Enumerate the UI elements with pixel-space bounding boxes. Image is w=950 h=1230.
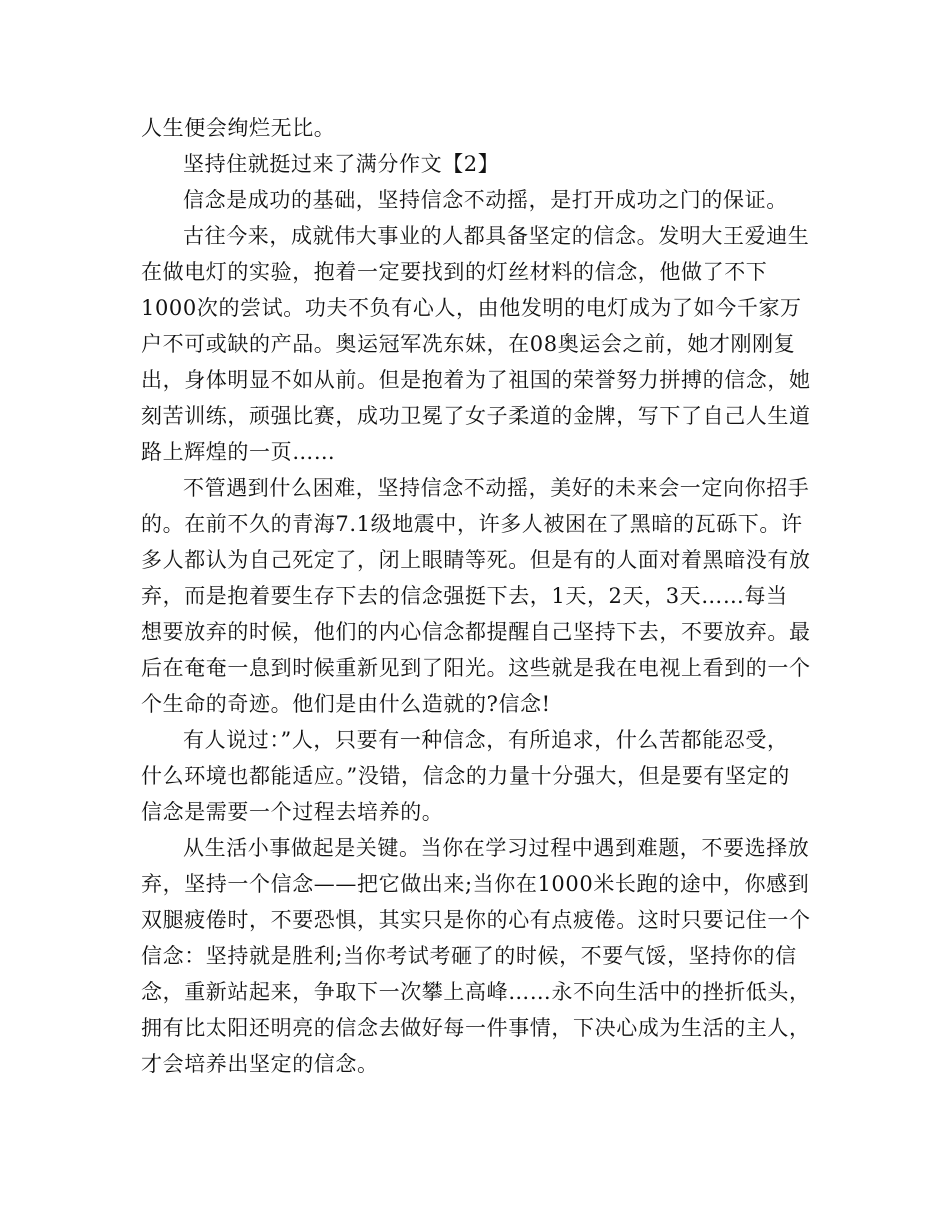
text-line: 信念：坚持就是胜利;当你考试考砸了的时候，不要气馁，坚持你的信 [141, 944, 797, 968]
text-line: 多人都认为自己死定了，闭上眼睛等死。但是有的人面对着黑暗没有放 [141, 548, 811, 572]
text-line: 出，身体明显不如从前。但是抱着为了祖国的荣誉努力拼搏的信念，她 [141, 368, 811, 392]
text-line: 念，重新站起来，争取下一次攀上高峰……永不向生活中的挫折低头， [141, 980, 811, 1004]
section-heading: 坚持住就挺过来了满分作文【2】 [183, 152, 500, 176]
text-line: 户不可或缺的产品。奥运冠军冼东妹，在08奥运会之前，她才刚刚复 [141, 332, 796, 356]
text-line: 路上辉煌的一页…… [141, 440, 336, 464]
text-line: 刻苦训练，顽强比赛，成功卫冕了女子柔道的金牌，写下了自己人生道 [141, 404, 811, 428]
text-line: 弃，而是抱着要生存下去的信念强挺下去，1天，2天，3天……每当 [141, 584, 788, 608]
text-line: 不管遇到什么困难，坚持信念不动摇，美好的未来会一定向你招手 [183, 476, 810, 500]
text-line: 信念是成功的基础，坚持信念不动摇，是打开成功之门的保证。 [183, 188, 788, 212]
text-line: 后在奄奄一息到时候重新见到了阳光。这些就是我在电视上看到的一个 [141, 656, 811, 680]
text-line: 信念是需要一个过程去培养的。 [141, 800, 444, 824]
text-line: 有人说过：”人，只要有一种信念，有所追求，什么苦都能忍受， [183, 728, 789, 752]
text-line: 古往今来，成就伟大事业的人都具备坚定的信念。发明大王爱迪生 [183, 224, 810, 248]
text-line: 1000次的尝试。功夫不负有心人，由他发明的电灯成为了如今千家万 [141, 296, 802, 320]
text-line: 什么环境也都能适应。”没错，信念的力量十分强大，但是要有坚定的 [141, 764, 790, 788]
text-line: 的。在前不久的青海7.1级地震中，许多人被困在了黑暗的瓦砾下。许 [141, 512, 803, 536]
text-line: 想要放弃的时候，他们的内心信念都提醒自己坚持下去，不要放弃。最 [141, 620, 811, 644]
text-line: 拥有比太阳还明亮的信念去做好每一件事情，下决心成为生活的主人， [141, 1016, 811, 1040]
text-line: 在做电灯的实验，抱着一定要找到的灯丝材料的信念，他做了不下 [141, 260, 768, 284]
text-line: 人生便会绚烂无比。 [141, 116, 336, 140]
text-line: 才会培养出坚定的信念。 [141, 1052, 379, 1076]
text-line: 弃，坚持一个信念——把它做出来;当你在1000米长跑的途中，你感到 [141, 872, 810, 896]
text-line: 双腿疲倦时，不要恐惧，其实只是你的心有点疲倦。这时只要记住一个 [141, 908, 811, 932]
text-line: 个生命的奇迹。他们是由什么造就的?信念! [141, 692, 551, 716]
text-line: 从生活小事做起是关键。当你在学习过程中遇到难题，不要选择放 [183, 836, 810, 860]
